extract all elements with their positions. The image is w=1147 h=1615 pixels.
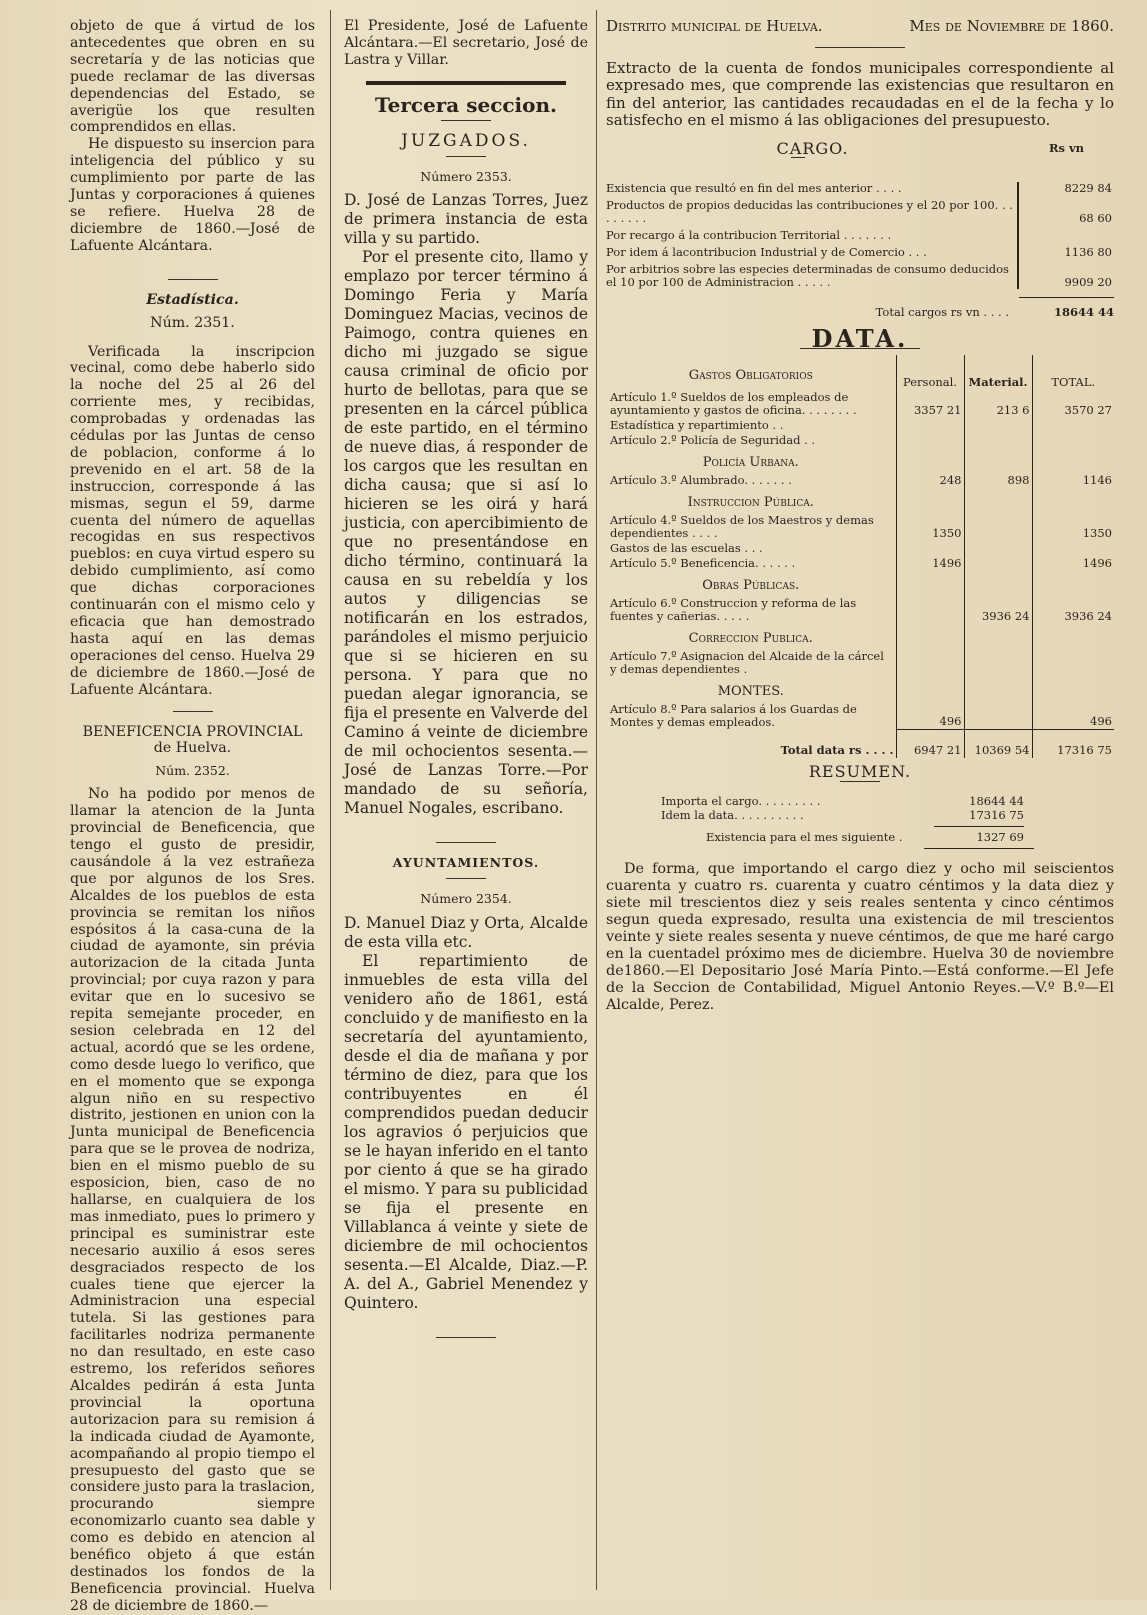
data-amount [964, 541, 1032, 556]
material-header: Material. [964, 355, 1032, 390]
data-desc: Artículo 2.º Policía de Seguridad . . [610, 432, 816, 447]
data-total-amount: 6947 21 [896, 730, 964, 759]
column-rule [330, 10, 331, 1590]
data-desc: Artículo 3.º Alumbrado. . . . . . . [610, 472, 792, 487]
cargo-amount: 68 60 [1079, 210, 1112, 225]
data-amount: 496 [1032, 702, 1114, 730]
data-title: DATA. [811, 323, 909, 353]
data-desc: Estadística y repartimiento . . [610, 417, 784, 432]
resumen-title: RESUMEN. [808, 762, 912, 782]
existencia-row [606, 829, 1114, 846]
data-amount [964, 488, 1032, 513]
data-total-amount: 10369 54 [964, 730, 1032, 759]
cargo-unit: Rs vn [1048, 140, 1085, 155]
cargo-desc: Por idem á lacontribucion Industrial y de Comercio . . . [606, 244, 927, 259]
data-amount [964, 649, 1032, 677]
data-amount [896, 488, 964, 513]
data-amount [1032, 677, 1114, 702]
data-row [606, 556, 1114, 571]
data-group-row [606, 677, 1114, 702]
data-desc: Gastos de las escuelas . . . [610, 540, 763, 555]
data-amount [964, 571, 1032, 596]
total-header: TOTAL. [1032, 355, 1114, 390]
column-3 [606, 18, 1114, 1014]
paragraph: Por el presente cito, llamo y emplazo por tercer término á Domingo Feria y María Dominguez Macias, vecinos de Paimogo, contra quienes en dicho mi juzgado se sigue causa criminal de oficio por hurto de bellotas, para que se presenten en la cárcel pública de este partido, en el término de nueve dias, á responder de los cargos que les resultan en dicha causa; que si así lo hicieren se les oirá y hará justicia, con apercibimiento de que no presentándose en dicho término, continuará la causa en su rebeldía y los autos y diligencias se notificarán en los estrados, parándoles el mismo perjuicio que si se hicieren en su persona. Y para que no puedan alegar ignorancia, se fija el presente en Valverde del Camino á veinte de diciembre de mil ochocientos sesenta.—José de Lanzas Torre.—Por mandado de su señoría, Manuel Nogales, escribano. [344, 248, 588, 818]
data-amount [1032, 571, 1114, 596]
data-amount: 1496 [1032, 556, 1114, 571]
data-group-row [606, 571, 1114, 596]
data-group-row [606, 488, 1114, 513]
paragraph: No ha podido por menos de llamar la atencion de la Junta provincial de Beneficencia, que tengo el gusto de presidir, causándole á la vez estrañeza que por algunos de los Sres. Alcaldes de los pueblos de esta provincia se remitan los niños espósitos á la casa-cuna de la ciudad de ayamonte, sin prévia autorizacion de la citada Junta provincial; por cuya razon y para evitar que en lo sucesivo se repita semejante proceder, en sesion celebrada en 12 del actual, acordó que se les ordene, como desde luego lo verifico, que en el momento que se exponga algun niño en su respectivo distrito, jestionen en union con la Junta municipal de Beneficencia para que se le provea de nodriza, bien en el mismo pueblo de su esposicion, bien, caso de no hallarse, en cualquiera de los mas inmediato, pues lo primero y principal es suministrar este necesario auxilio á esos seres desgraciados respecto de los cuales tiene que ejercer la Administracion una especial tutela. Si las gestiones para facilitarles nodriza permanente no dan resultado, en este caso estremo, los referidos señores Alcaldes pedirán á esta Junta provincial la oportuna autorizacion para su remision á la indicada ciudad de Ayamonte, acompañando al propio tiempo el presupuesto del gasto que se considere justo para la traslacion, procurando siempre economizarlo cuanto sea dable y como es debido en atencion al benéfico objeto á que están destinados los fondos de la Beneficencia provincial. Huelva 28 de diciembre de 1860.— [70, 786, 315, 1614]
data-row [606, 473, 1114, 488]
column-rule [596, 10, 597, 1590]
data-amount [1032, 488, 1114, 513]
item-number: Número 2354. [420, 891, 512, 907]
data-amount [964, 448, 1032, 473]
cargo-section [606, 138, 1114, 319]
data-amount [964, 702, 1032, 730]
data-amount [896, 418, 964, 433]
item-number: Número 2353. [420, 168, 512, 184]
data-amount [896, 596, 964, 624]
data-amount [1032, 418, 1114, 433]
data-row [606, 649, 1114, 677]
cargo-total: 18644 44 [1053, 304, 1114, 319]
data-row [606, 433, 1114, 448]
data-amount: 898 [964, 473, 1032, 488]
data-group-row [606, 448, 1114, 473]
data-total-label: Total data rs . . . . [780, 743, 894, 758]
personal-header: Personal. [896, 355, 964, 390]
data-amount [1032, 448, 1114, 473]
data-total-row [606, 730, 1114, 759]
column-2 [344, 18, 588, 1338]
data-amount [964, 418, 1032, 433]
paragraph: El repartimiento de inmuebles de esta villa del venidero año de 1861, está concluido y de manifiesto en la secretaría del ayuntamiento, desde el dia de mañana y por término de diez, para que los contribuyentes en él comprendidos puedan deducir los agravios ó perjuicios que se le hayan inferido en el tanto por ciento á que se ha girado el mismo. Y para su publicidad se fija el presente en Villablanca á veinte y siete de diciembre de mil ochocientos sesenta.—El Alcalde, Diaz.—P. A. del A., Gabriel Menendez y Quintero. [344, 952, 588, 1313]
district-label: Distrito municipal de Huelva. [606, 17, 823, 35]
separator [436, 1337, 496, 1338]
section-subtitle: de Huelva. [153, 740, 232, 757]
resumen-amount: 17316 75 [969, 808, 1024, 823]
resumen-desc: Idem la data. . . . . . . . . . [661, 808, 804, 823]
cargo-desc: Por recargo á la contribucion Territorial . . . . . . . [606, 227, 892, 242]
cargo-total-label: Total cargos rs vn . . . . [875, 304, 1009, 319]
month-label: Mes de Noviembre de 1860. [909, 17, 1114, 35]
section-title: AYUNTAMIENTOS. [392, 855, 540, 871]
data-amount: 213 6 [964, 390, 1032, 418]
data-amount: 1350 [896, 513, 964, 541]
data-header-row [606, 355, 1114, 390]
data-desc: Artículo 4.º Sueldos de los Maestros y demas dependientes . . . . [610, 512, 874, 540]
resumen-rows [606, 794, 1114, 822]
cargo-desc: Productos de propios deducidas las contribuciones y el 20 por 100. . . . . . . . . [606, 197, 1013, 225]
data-amount [896, 448, 964, 473]
ledger-header [606, 18, 1114, 35]
data-row [606, 513, 1114, 541]
resumen-amount: 18644 44 [969, 794, 1024, 809]
data-amount [964, 556, 1032, 571]
data-row [606, 418, 1114, 433]
paragraph: D. Manuel Diaz y Orta, Alcalde de esta villa etc. [344, 914, 588, 952]
cargo-row [606, 261, 1112, 289]
cargo-amount: 8229 84 [1064, 180, 1112, 195]
data-amount: 1496 [896, 556, 964, 571]
data-group-title: Obras Públicas. [702, 577, 800, 593]
item-number: Núm. 2351. [150, 314, 235, 331]
data-amount [896, 541, 964, 556]
existencia-label: Existencia para el mes siguiente . [706, 830, 903, 845]
resumen-row [661, 794, 1024, 808]
cargo-row [606, 244, 1112, 259]
section-title: Estadística. [146, 291, 239, 308]
resumen-row [661, 808, 1024, 822]
cargo-rows [606, 180, 1112, 289]
cargo-desc: Por arbitrios sobre las especies determinadas de consumo deducidos el 10 por 100 de Administracion . . . . . [606, 261, 1009, 289]
paragraph: De forma, que importando el cargo diez y ocho mil seiscientos cuarenta y cuatro rs. cuarenta y cuatro céntimos y la data diez y siete mil trescientos diez y seis reales sententa y cinco céntimos segun queda expresado, resulta una existencia de mil trescientos veinte y siete reales sesenta y nueve céntimos, de que me haré cargo en la cuentadel próximo mes de diciembre. Huelva 30 de noviembre de1860.—El Depositario José María Pinto.—Está conforme.—El Jefe de la Seccion de Contabilidad, Miguel Antonio Reyes.—V.º B.º—El Alcalde, Perez. [606, 861, 1114, 1014]
paragraph: objeto de que á virtud de los antecedentes que obren en su secretaría y de las noticias que puede reclamar de las diversas dependencias del Estado, se averigüe los que resulten comprendidos en ellas. [70, 18, 315, 136]
data-amount [1032, 649, 1114, 677]
paragraph: D. José de Lanzas Torres, Juez de primera instancia de esta villa y su partido. [344, 191, 588, 248]
data-desc: Artículo 1.º Sueldos de los empleados de ayuntamiento y gastos de oficina. . . . . . . . [610, 389, 857, 417]
data-amount [896, 624, 964, 649]
paragraph: Extracto de la cuenta de fondos municipales correspondiente al expresado mes, que comprende las existencias que resultaron en fin del anterior, las cantidades recaudadas en el de la fecha y lo satisfecho en el mismo á las obligaciones del presupuesto. [606, 58, 1114, 130]
data-amount [1032, 541, 1114, 556]
data-desc: Artículo 8.º Para salarios á los Guardas de Montes y demas empleados. [610, 701, 857, 729]
paragraph: He dispuesto su insercion para inteligencia del público y su cumplimiento por parte de las Juntas y corporaciones á quienes se refiere. Huelva 28 de diciembre de 1860.—José de Lafuente Alcántara. [70, 136, 315, 254]
data-amount: 3936 24 [964, 596, 1032, 624]
data-amount [964, 624, 1032, 649]
data-desc: Artículo 6.º Construccion y reforma de las fuentes y cañerias. . . . . [610, 595, 857, 623]
data-amount [896, 677, 964, 702]
data-amount: 3357 21 [896, 390, 964, 418]
data-group-title: Instruccion Pública. [687, 494, 814, 510]
data-total-amount: 17316 75 [1032, 730, 1114, 759]
section-title: Tercera seccion. [375, 92, 557, 117]
data-group-title: Correccion Publica. [688, 630, 813, 646]
paragraph: El Presidente, José de Lafuente Alcántara.—El secretario, José de Lastra y Villar. [344, 18, 588, 68]
data-row [606, 596, 1114, 624]
cargo-row [606, 229, 1017, 242]
data-amount: 248 [896, 473, 964, 488]
cargo-row [606, 197, 1112, 225]
cargo-title: CARGO. [776, 138, 849, 158]
paragraph: Verificada la inscripcion vecinal, como debe haberlo sido la noche del 25 al 26 del corriente mes, y recibidas, comprobadas y ordenadas las cédulas por las Juntas de censo de poblacion, conforme á lo prevenido en el art. 58 de la instruccion, corresponde á las mismas, segun el 59, darme cuenta del número de aquellas recogidas en sus respectivos pueblos: en cuya virtud espero su debido cumplimiento, así como que dichas corporaciones continuarán con el mismo celo y eficacia que han demostrado hasta aquí en las demas operaciones del censo. Huelva 29 de diciembre de 1860.—José de Lafuente Alcántara. [70, 343, 315, 698]
data-amount: 496 [896, 702, 964, 730]
data-amount [1032, 624, 1114, 649]
data-amount: 1146 [1032, 473, 1114, 488]
cargo-amount: 9909 20 [1064, 274, 1112, 289]
section-title: JUZGADOS. [401, 130, 531, 151]
cargo-desc: Existencia que resultó en fin del mes anterior . . . . [606, 180, 902, 195]
data-row [606, 390, 1114, 418]
existencia-value: 1327 69 [976, 830, 1024, 845]
data-amount [964, 433, 1032, 448]
data-amount [896, 649, 964, 677]
column-1 [70, 18, 315, 1615]
data-amount [964, 513, 1032, 541]
data-desc: Artículo 5.º Beneficencia. . . . . . [610, 555, 796, 570]
data-desc: Artículo 7.º Asignacion del Alcaide de la cárcel y demas dependientes . [610, 648, 884, 676]
data-table [606, 355, 1114, 759]
data-row [606, 541, 1114, 556]
data-amount: 1350 [1032, 513, 1114, 541]
item-number: Núm. 2352. [155, 763, 230, 779]
data-row [606, 702, 1114, 730]
section-title: BENEFICENCIA PROVINCIAL [82, 723, 303, 740]
data-amount: 3936 24 [1032, 596, 1114, 624]
data-amount: 3570 27 [1032, 390, 1114, 418]
data-amount [896, 571, 964, 596]
cargo-row [606, 180, 1112, 195]
data-amount [1032, 433, 1114, 448]
data-amount [896, 433, 964, 448]
cargo-total-row [606, 306, 1114, 319]
data-group-title: MONTES. [717, 683, 784, 699]
cargo-amount: 1136 80 [1064, 244, 1112, 259]
data-amount [964, 677, 1032, 702]
resumen-desc: Importa el cargo. . . . . . . . . [661, 794, 821, 809]
data-group-title: Policía Urbana. [702, 454, 799, 470]
data-group-row [606, 624, 1114, 649]
gastos-header: Gastos Obligatorios [688, 367, 813, 383]
